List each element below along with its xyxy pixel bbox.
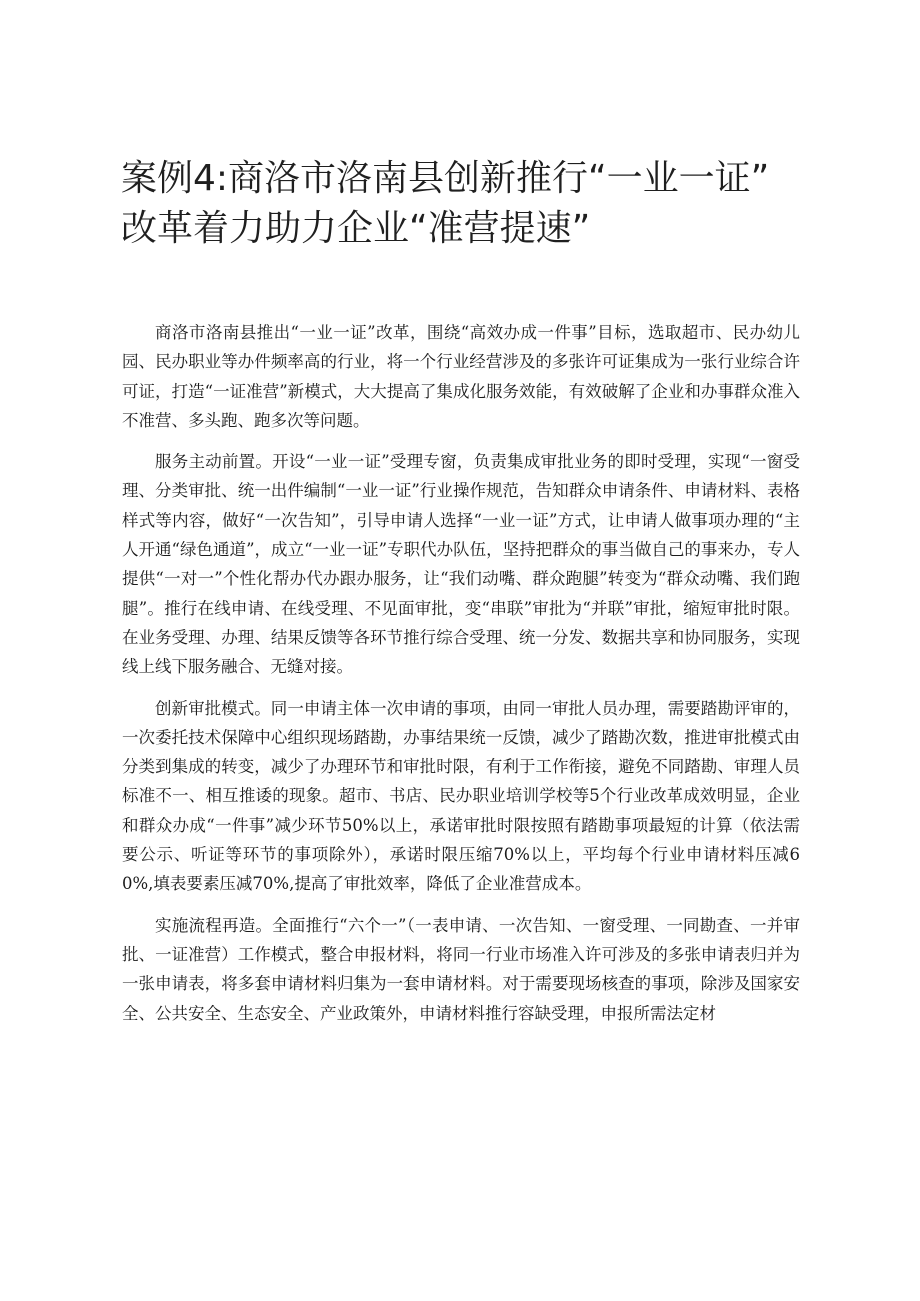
paragraph-process-reengineering: 实施流程再造。全面推行“六个一”（一表申请、一次告知、一窗受理、一同勘查、一并审批、一证准营）工作模式，整合申报材料，将同一行业市场准入许可涉及的多张申请表归并为一张申请表，将多套申请材料归集为一套申请材料。对于需要现场核查的事项，除涉及国家安全、公共安全、生态安全、产业政策外，申请材料推行容缺受理，申报所需法定材 — [122, 915, 800, 1023]
document-body — [122, 318, 800, 1040]
title-line-1: 案例4:商洛市洛南县创新推行“一业一证” — [121, 158, 770, 199]
document-title — [121, 154, 821, 254]
paragraph-intro: 商洛市洛南县推出“一业一证”改革，围绕“高效办成一件事”目标，选取超市、民办幼儿园、民办职业等办件频率高的行业，将一个行业经营涉及的多张许可证集成为一张行业综合许可证，打造“一证准营”新模式，大大提高了集成化服务效能，有效破解了企业和办事群众准入不准营、多头跑、跑多次等问题。 — [122, 323, 800, 430]
title-line-2: 改革着力助力企业“准营提速” — [121, 208, 591, 249]
paragraph-service-front: 服务主动前置。开设“一业一证”受理专窗，负责集成审批业务的即时受理，实现“一窗受理、分类审批、统一出件编制“一业一证”行业操作规范，告知群众申请条件、申请材料、表格样式等内容，做好“一次告知”，引导申请人选择“一业一证”方式，让申请人做事项办理的“主人开通“绿色通道”，成立“一业一证”专职代办队伍，坚持把群众的事当做自己的事来办，专人提供“一对一”个性化帮办代办跟办服务，让“我们动嘴、群众跑腿”转变为“群众动嘴、我们跑腿”。推行在线申请、在线受理、不见面审批，变“串联”审批为“并联”审批，缩短审批时限。在业务受理、办理、结果反馈等各环节推行综合受理、统一分发、数据共享和协同服务，实现线上线下服务融合、无缝对接。 — [122, 452, 800, 677]
paragraph-approval-mode: 创新审批模式。同一申请主体一次申请的事项，由同一审批人员办理，需要踏勘评审的，一次委托技术保障中心组织现场踏勘，办事结果统一反馈，减少了踏勘次数，推进审批模式由分类到集成的转变，减少了办理环节和审批时限，有利于工作衔接，避免不同踏勘、审理人员标准不一、相互推诿的现象。超市、书店、民办职业培训学校等5个行业改革成效明显，企业和群众办成“一件事”减少环节50%以上，承诺审批时限按照有踏勘事项最短的计算（依法需要公示、听证等环节的事项除外），承诺时限压缩70%以上，平均每个行业申请材料压减60%,填表要素压减70%,提高了审批效率，降低了企业准营成本。 — [122, 698, 800, 894]
